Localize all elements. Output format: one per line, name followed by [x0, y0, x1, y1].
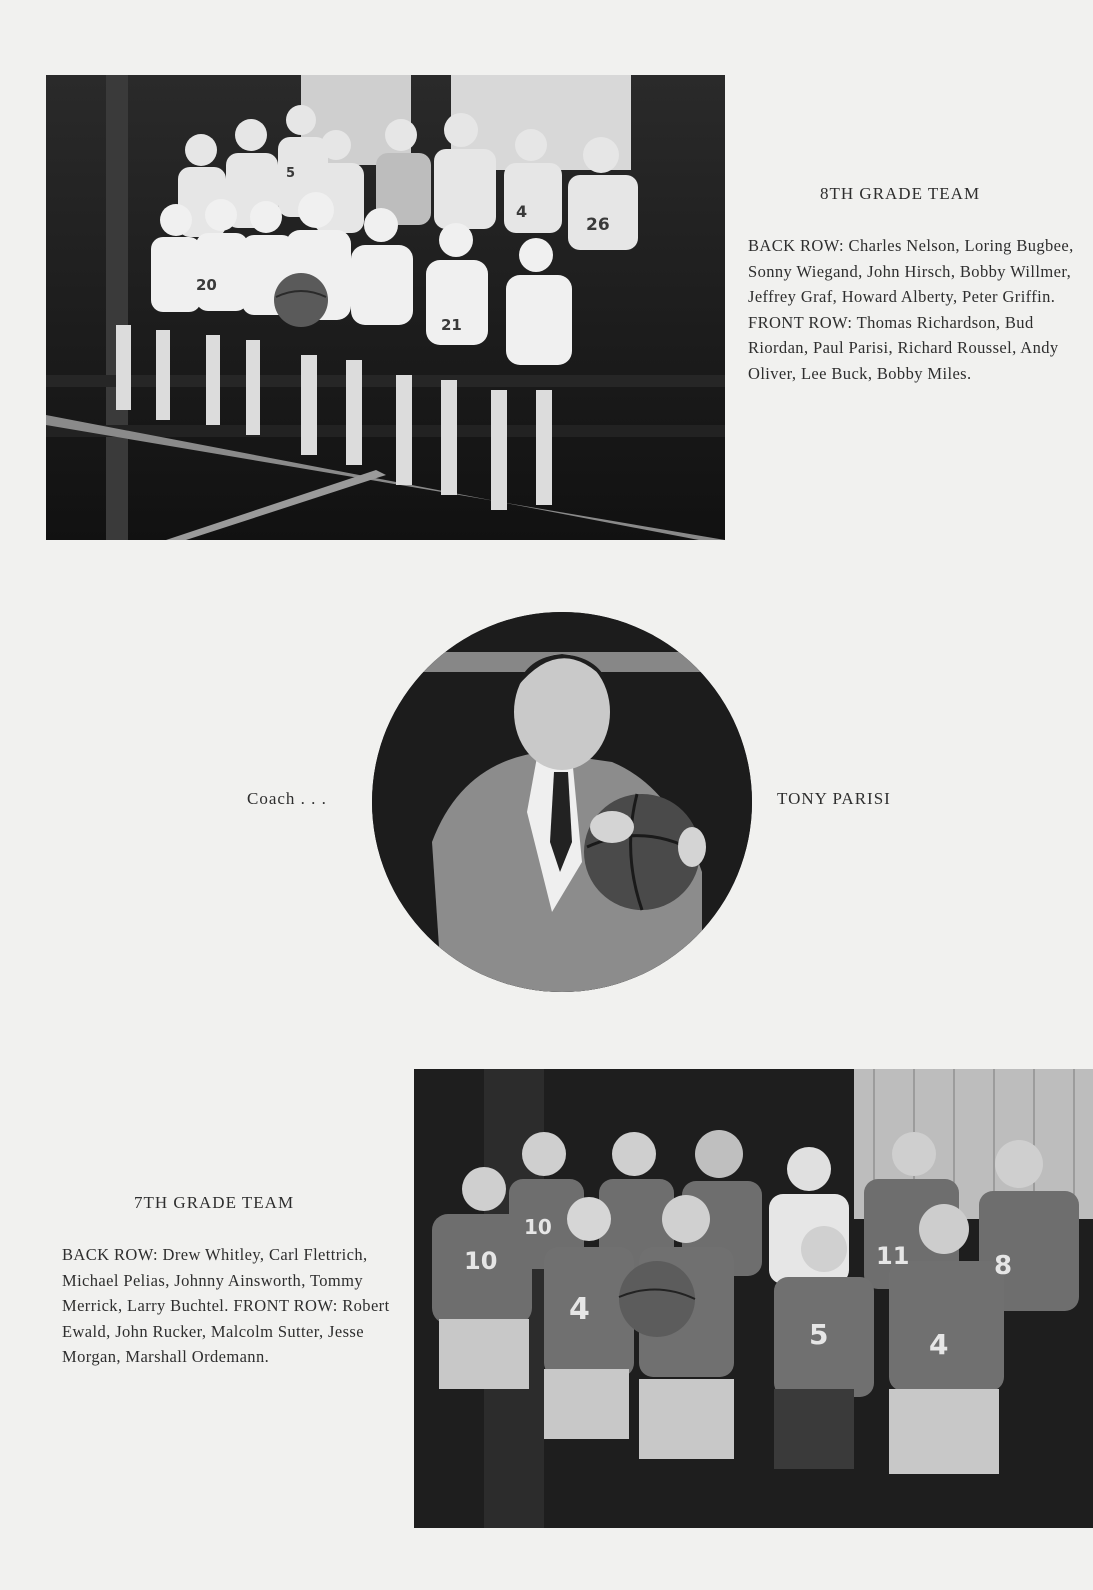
- jersey-number: 4: [516, 202, 528, 221]
- eighth-grade-roster: BACK ROW: Charles Nelson, Loring Bugbee, Sonny Wiegand, John Hirsch, Bobby Willmer, Jeffrey Graf, Howard Alberty, Peter Griffin. FRONT ROW: Thomas Richardson, Bud Riordan, Paul Parisi, Richard Roussel, Andy Oliver, Lee Buck, Bobby Miles.: [748, 236, 1074, 383]
- jersey-number: 26: [586, 215, 610, 235]
- seventh-grade-heading: 7TH GRADE TEAM: [134, 1193, 295, 1212]
- jersey-number: 5: [809, 1318, 829, 1351]
- eighth-grade-heading: 8TH GRADE TEAM: [820, 184, 981, 203]
- coach-name: TONY PARISI: [777, 789, 891, 808]
- seventh-grade-roster: BACK ROW: Drew Whitley, Carl Flettrich, Michael Pelias, Johnny Ainsworth, Tommy Merrick, Larry Buchtel. FRONT ROW: Robert Ewald, John Rucker, Malcolm Sutter, Jesse Morgan, Marshall Ordemann.: [62, 1245, 390, 1367]
- jersey-number: 11: [876, 1242, 910, 1270]
- jersey-number: 4: [569, 1292, 590, 1327]
- eighth-grade-team-photo: [46, 75, 725, 540]
- seventh-grade-photo-image: [414, 1069, 1093, 1528]
- seventh-grade-team-photo: [414, 1069, 1093, 1528]
- coach-portrait-photo: [372, 612, 752, 992]
- jersey-number: 10: [464, 1247, 498, 1275]
- jersey-number: 4: [929, 1328, 949, 1361]
- jersey-number: 5: [286, 166, 296, 181]
- jersey-number: 20: [196, 276, 217, 294]
- jersey-number: 21: [441, 316, 462, 334]
- jersey-number: 8: [994, 1251, 1013, 1281]
- coach-label: Coach . . .: [247, 789, 327, 808]
- eighth-grade-photo-image: [46, 75, 725, 540]
- coach-portrait-image: [372, 612, 752, 992]
- jersey-number: 10: [524, 1215, 552, 1239]
